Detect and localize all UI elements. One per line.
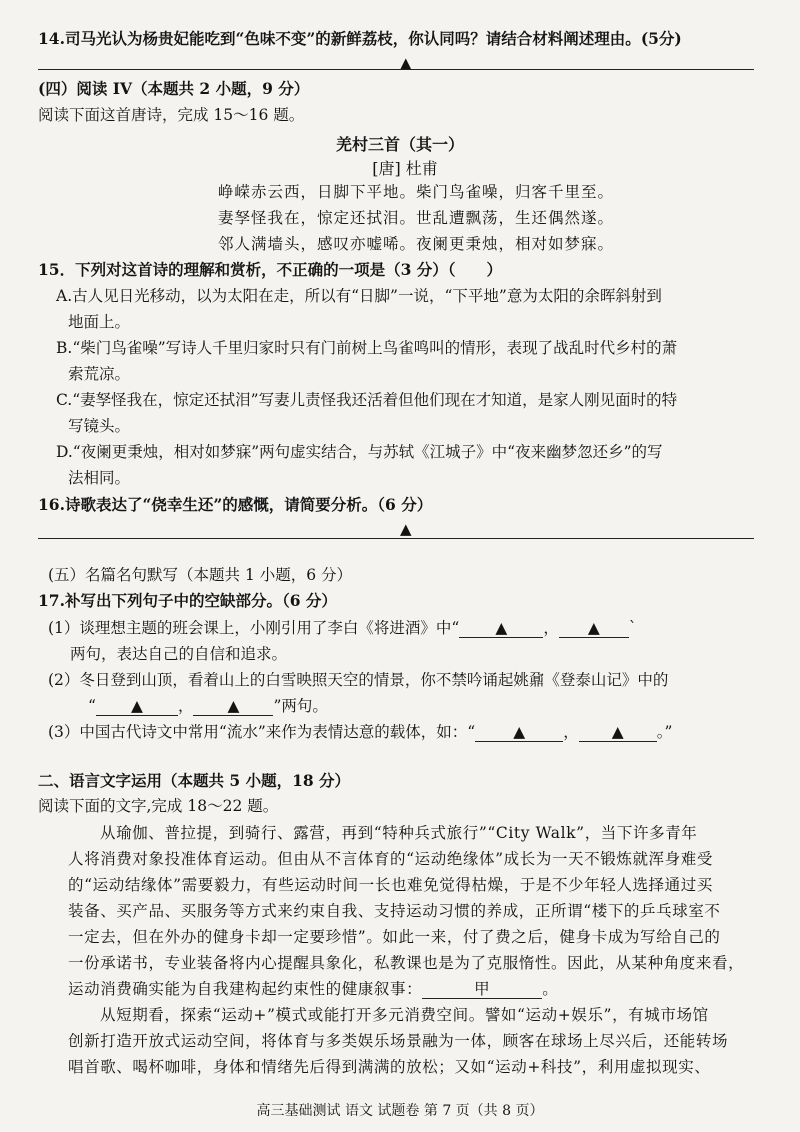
option-c-cont: 写镜头。 xyxy=(68,417,131,435)
quote-end: 。” xyxy=(656,723,673,741)
option-d-cont: 法相同。 xyxy=(68,469,131,487)
option-a: A.古人见日光移动，以为太阳在走，所以有“日脚”一说，“下平地”意为太阳的余晖斜射到 xyxy=(56,287,662,305)
answer-marker: ▲ xyxy=(130,697,143,715)
question-15: 15．下列对这首诗的理解和赏析，不正确的一项是（3 分）（ ） xyxy=(38,260,503,279)
fill-item-3 xyxy=(48,721,672,743)
blank-label: 甲 xyxy=(474,980,491,998)
fill-item-1-text: (1）谈理想主题的班会课上，小刚引用了李白《将进酒》中“ xyxy=(48,619,460,637)
passage-line: 人将消费对象投准体育运动。但由从不言体育的“运动绝缘体”成长为一天不锻炼就浑身难受 xyxy=(68,850,713,868)
passage-line xyxy=(68,978,558,1000)
answer-blank[interactable] xyxy=(559,619,629,638)
poem-line: 峥嵘赤云西，日脚下平地。柴门鸟雀噪，归客千里至。 xyxy=(218,183,615,201)
answer-marker: ▲ xyxy=(227,697,240,715)
fill-item-1 xyxy=(48,617,637,639)
poem-line: 妻孥怪我在，惊定还拭泪。世乱遭飘荡，生还偶然遂。 xyxy=(218,209,615,227)
passage-text: 运动消费确实能为自我建构起约束性的健康叙事： xyxy=(68,980,423,998)
section-4-instruction: 阅读下面这首唐诗，完成 15～16 题。 xyxy=(38,106,305,124)
fill-item-2-cont xyxy=(88,695,328,717)
answer-blank[interactable] xyxy=(459,619,543,638)
page-footer: 高三基础测试 语文 试题卷 第 7 页（共 8 页） xyxy=(256,1103,544,1119)
question-16: 16.诗歌表达了“侥幸生还”的感慨，请简要分析。（6 分） xyxy=(38,495,433,514)
answer-marker: ▲ xyxy=(587,619,600,637)
option-b-cont: 索荒凉。 xyxy=(68,365,131,383)
fill-item-3-text: (3）中国古代诗文中常用“流水”来作为表情达意的载体，如：“ xyxy=(48,723,476,741)
question-14-score: (5分) xyxy=(640,29,682,48)
question-14 xyxy=(38,28,682,50)
answer-marker: ▲ xyxy=(400,54,412,72)
passage-line: 创新打造开放式运动空间，将体育与多类娱乐场景融为一体，顾客在球场上尽兴后，还能转场 xyxy=(68,1032,729,1050)
quote-open: “ xyxy=(88,697,96,715)
passage-line: 的“运动结缘体”需要毅力，有些运动时间一长也难免觉得枯燥，于是不少年轻人选择通过买 xyxy=(68,876,713,894)
quote-end: ` xyxy=(628,619,637,637)
part-2-instruction: 阅读下面的文字,完成 18～22 题。 xyxy=(38,797,279,815)
option-c: C.“妻孥怪我在，惊定还拭泪”写妻儿责怪我还活着但他们现在才知道，是家人刚见面时的特 xyxy=(56,391,678,409)
passage-line: 一定去，但在外办的健身卡却一定要珍惜”。如此一来，付了费之后，健身卡成为写给自己的 xyxy=(68,928,721,946)
passage-line: 装备、买产品、买服务等方式来约束自我、支持运动习惯的养成，正所谓“楼下的乒乓球室不 xyxy=(68,902,721,920)
passage-line: 一份承诺书，专业装备将内心提醒具象化，私教课也是为了克服惰性。因此，从某种角度来看， xyxy=(68,954,745,972)
answer-marker: ▲ xyxy=(611,723,624,741)
poem-title: 羌村三首（其一） xyxy=(335,135,464,154)
answer-marker: ▲ xyxy=(513,723,526,741)
option-a-cont: 地面上。 xyxy=(68,313,131,331)
answer-blank[interactable] xyxy=(193,697,273,716)
separator: ， xyxy=(563,723,579,741)
answer-blank[interactable] xyxy=(475,723,563,742)
section-4-heading: (四）阅读 IV（本题共 2 小题，9 分） xyxy=(38,79,310,98)
fill-item-1-cont: 两句，表达自己的自信和追求。 xyxy=(70,645,288,663)
quote-end: ”两句。 xyxy=(273,697,328,715)
question-14-text: 14.司马光认为杨贵妃能吃到“色味不变”的新鲜荔枝，你认同吗？请结合材料阐述理由。 xyxy=(38,29,641,48)
option-d: D.“夜阑更秉烛，相对如梦寐”两句虚实结合，与苏轼《江城子》中“夜来幽梦忽还乡”的写 xyxy=(56,443,663,461)
question-17: 17.补写出下列句子中的空缺部分。（6 分） xyxy=(38,591,337,610)
answer-blank-jia[interactable] xyxy=(422,980,542,999)
fill-item-2: (2）冬日登到山顶，看着山上的白雪映照天空的情景，你不禁吟诵起姚鼐《登泰山记》中的 xyxy=(48,671,669,689)
passage-line: 从短期看，探索“运动+”模式或能打开多元消费空间。譬如“运动+娱乐”，有城市场馆 xyxy=(100,1006,709,1024)
passage-line: 唱首歌、喝杯咖啡，身体和情绪先后得到满满的放松；又如“运动+科技”，利用虚拟现实、 xyxy=(68,1058,711,1076)
answer-marker: ▲ xyxy=(400,520,412,538)
divider xyxy=(38,538,754,539)
section-5-heading: (五）名篇名句默写（本题共 1 小题，6 分） xyxy=(48,566,353,584)
answer-blank[interactable] xyxy=(579,723,657,742)
poem-line: 邻人满墙头，感叹亦嘘唏。夜阑更秉烛，相对如梦寐。 xyxy=(218,235,615,253)
option-b: B.“柴门鸟雀噪”写诗人千里归家时只有门前树上鸟雀鸣叫的情形，表现了战乱时代乡村的萧 xyxy=(56,339,678,357)
answer-blank[interactable] xyxy=(96,697,178,716)
part-2-heading: 二、语言文字运用（本题共 5 小题，18 分） xyxy=(38,771,351,790)
separator: ， xyxy=(177,697,194,715)
poem-author: [唐] 杜甫 xyxy=(372,159,438,178)
separator: ， xyxy=(543,619,559,637)
passage-period: 。 xyxy=(542,980,559,998)
passage-line: 从瑜伽、普拉提，到骑行、露营，再到“特种兵式旅行”“City Walk”，当下许多青年 xyxy=(100,824,698,842)
divider xyxy=(38,69,754,70)
answer-marker: ▲ xyxy=(495,619,508,637)
